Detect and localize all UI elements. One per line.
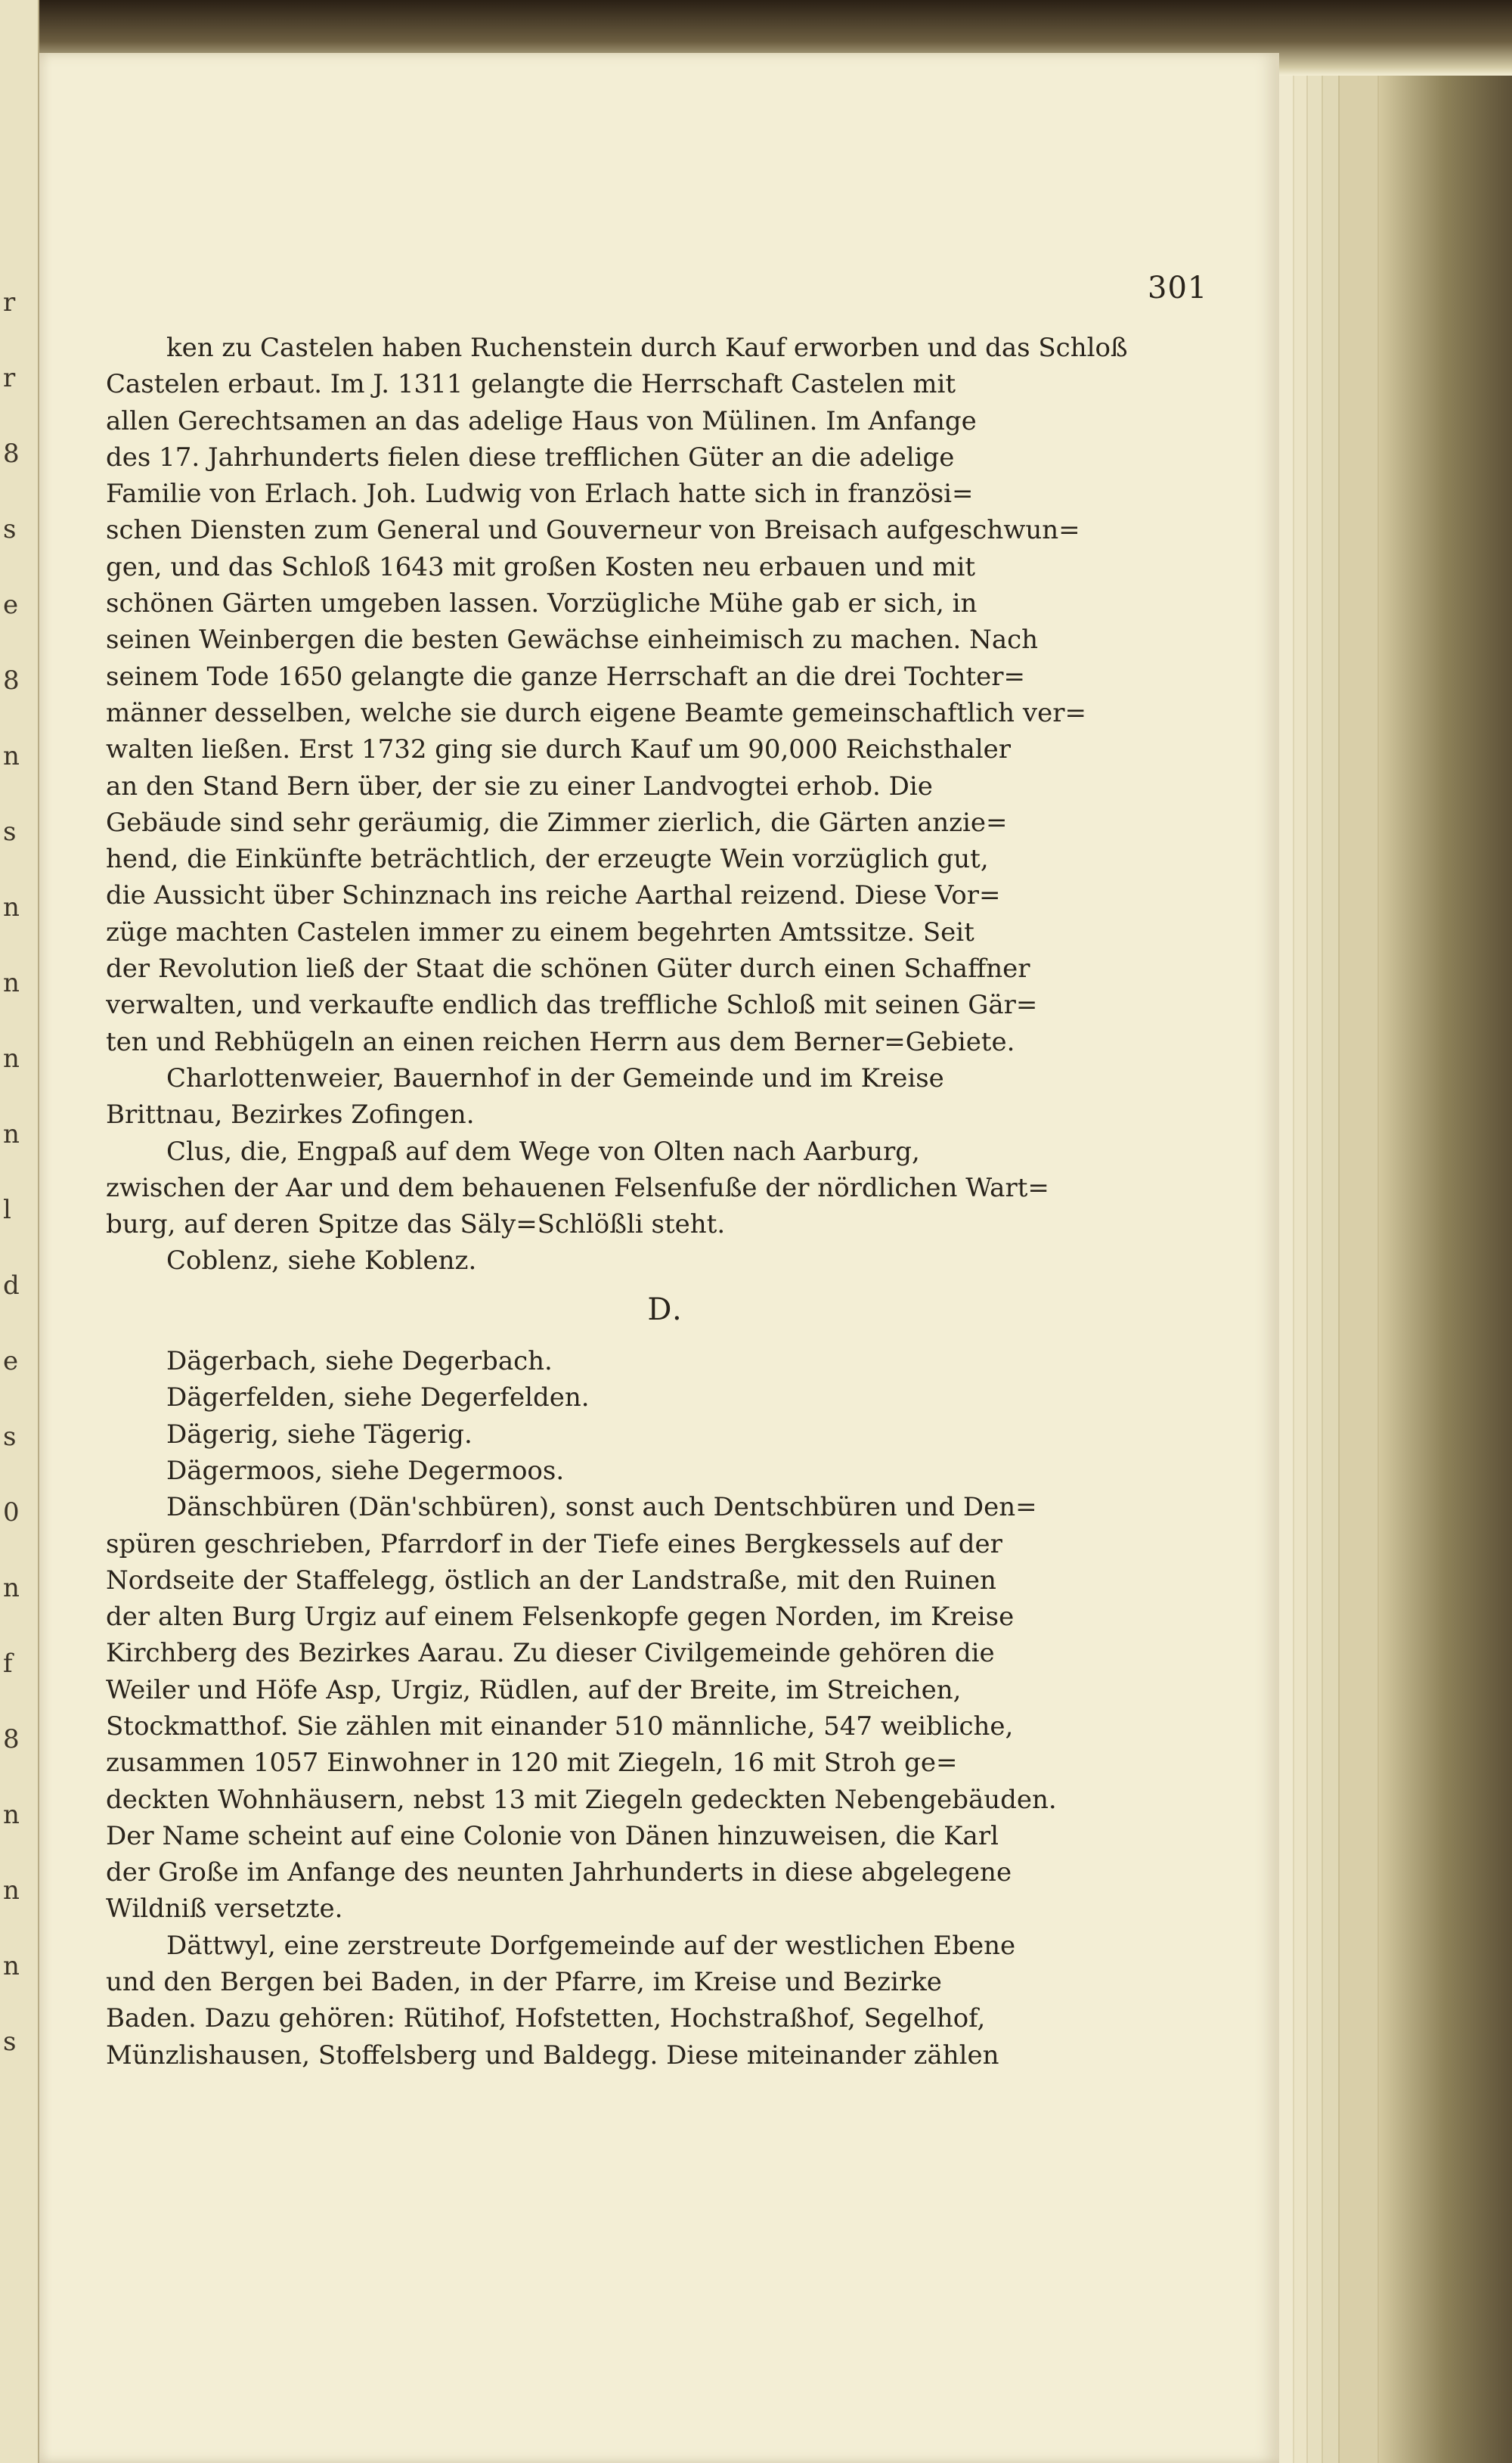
text-line: Brittnau, Bezirkes Zofingen. <box>106 1100 475 1131</box>
cross-reference <box>106 1416 1225 1453</box>
cross-reference <box>106 1379 1225 1416</box>
margin-fragment: n <box>3 1951 20 1981</box>
margin-fragment: r <box>3 363 16 393</box>
margin-fragment: d <box>3 1270 20 1301</box>
entry-daenschbueren <box>106 1489 1225 1928</box>
text-line: walten ließen. Erst 1732 ging sie durch Kauf um 90,000 Reichsthaler <box>106 734 1012 765</box>
text-line: Gebäude sind sehr geräumig, die Zimmer zierlich, die Gärten anzie= <box>106 807 1008 838</box>
book-page <box>39 53 1279 2463</box>
text-line: Nordseite der Staffelegg, östlich an der Landstraße, mit den Ruinen <box>106 1565 996 1596</box>
text-line: spüren geschrieben, Pfarrdorf in der Tiefe eines Bergkessels auf der <box>106 1528 1002 1559</box>
text-line: zusammen 1057 Einwohner in 120 mit Ziegeln, 16 mit Stroh ge= <box>106 1748 958 1779</box>
text-line: Clus, die, Engpaß auf dem Wege von Olten nach Aarburg, <box>166 1136 920 1167</box>
text-line: Coblenz, siehe Koblenz. <box>166 1245 477 1276</box>
text-line: Weiler und Höfe Asp, Urgiz, Rüdlen, auf der Breite, im Streichen, <box>106 1674 962 1705</box>
text-line: burg, auf deren Spitze das Säly=Schlößli steht. <box>106 1209 726 1240</box>
entry-castelen-continued <box>106 330 1225 1060</box>
text-line: Dägerbach, siehe Degerbach. <box>166 1346 553 1377</box>
margin-fragment: 8 <box>3 439 20 469</box>
margin-fragment: e <box>3 590 19 620</box>
margin-fragment: 8 <box>3 1724 20 1754</box>
cross-reference <box>106 1453 1225 1489</box>
margin-fragment: s <box>3 2027 17 2057</box>
margin-fragment: s <box>3 514 17 544</box>
text-line: deckten Wohnhäusern, nebst 13 mit Ziegeln gedeckten Nebengebäuden. <box>106 1784 1057 1815</box>
page-stack-edges <box>1279 76 1512 2463</box>
margin-fragment: l <box>3 1195 11 1225</box>
entry-charlottenweier <box>106 1060 1225 1134</box>
margin-fragment: n <box>3 741 20 771</box>
text-line: seinem Tode 1650 gelangte die ganze Herrschaft an die drei Tochter= <box>106 661 1025 692</box>
cross-references <box>106 1343 1225 1489</box>
text-line: Kirchberg des Bezirkes Aarau. Zu dieser Civilgemeinde gehören die <box>106 1638 995 1669</box>
text-line: Der Name scheint auf eine Colonie von Dänen hinzuweisen, die Karl <box>106 1820 999 1851</box>
text-line: hend, die Einkünfte beträchtlich, der erzeugte Wein vorzüglich gut, <box>106 844 989 875</box>
entry-clus <box>106 1134 1225 1243</box>
text-line: Castelen erbaut. Im J. 1311 gelangte die Herrschaft Castelen mit <box>106 369 956 400</box>
margin-fragment: f <box>3 1649 13 1679</box>
text-line: und den Bergen bei Baden, in der Pfarre, im Kreise und Bezirke <box>106 1967 942 1998</box>
text-line: des 17. Jahrhunderts fielen diese trefflichen Güter an die adelige <box>106 442 955 473</box>
text-line: die Aussicht über Schinznach ins reiche Aarthal reizend. Diese Vor= <box>106 880 1001 911</box>
margin-fragment: s <box>3 1422 17 1452</box>
text-line: gen, und das Schloß 1643 mit großen Kosten neu erbauen und mit <box>106 551 975 582</box>
text-line: ten und Rebhügeln an einen reichen Herrn aus dem Berner=Gebiete. <box>106 1026 1015 1057</box>
margin-fragment: n <box>3 1573 20 1603</box>
margin-fragment: r <box>3 287 16 318</box>
entry-coblenz <box>106 1242 1225 1279</box>
text-line: Dägerfelden, siehe Degerfelden. <box>166 1382 590 1413</box>
margin-fragment: n <box>3 1044 20 1074</box>
entry-daettwyl <box>106 1928 1225 2074</box>
margin-fragment: 0 <box>3 1497 20 1528</box>
text-line: zwischen der Aar und dem behauenen Felsenfuße der nördlichen Wart= <box>106 1172 1049 1203</box>
cross-reference <box>106 1343 1225 1379</box>
page-text <box>106 330 1225 2074</box>
text-line: schen Diensten zum General und Gouverneur von Breisach aufgeschwun= <box>106 515 1080 546</box>
text-line: Dägerig, siehe Tägerig. <box>166 1419 472 1450</box>
text-line: männer desselben, welche sie durch eigene Beamte gemeinschaftlich ver= <box>106 697 1086 728</box>
text-line: schönen Gärten umgeben lassen. Vorzügliche Mühe gab er sich, in <box>106 588 978 619</box>
text-line: der Große im Anfange des neunten Jahrhunderts in diese abgelegene <box>106 1857 1012 1888</box>
margin-fragment: n <box>3 1800 20 1830</box>
text-line: Baden. Dazu gehören: Rütihof, Hofstetten, Hochstraßhof, Segelhof, <box>106 2003 986 2034</box>
text-line: Münzlishausen, Stoffelsberg und Baldegg. Diese miteinander zählen <box>106 2040 999 2071</box>
margin-fragment: n <box>3 968 20 998</box>
text-line: Dägermoos, siehe Degermoos. <box>166 1455 565 1486</box>
margin-fragment: n <box>3 1875 20 1906</box>
page-number: 301 <box>1148 271 1208 306</box>
text-line: der Revolution ließ der Staat die schönen Güter durch einen Schaffner <box>106 954 1030 985</box>
text-line: seinen Weinbergen die besten Gewächse einheimisch zu machen. Nach <box>106 625 1039 656</box>
margin-fragment: n <box>3 892 20 923</box>
text-line: Stockmatthof. Sie zählen mit einander 510 männliche, 547 weibliche, <box>106 1711 1014 1742</box>
text-line: der alten Burg Urgiz auf einem Felsenkopfe gegen Norden, im Kreise <box>106 1602 1015 1633</box>
text-line: an den Stand Bern über, der sie zu einer Landvogtei erhob. Die <box>106 771 933 802</box>
text-line: Charlottenweier, Bauernhof in der Gemeinde und im Kreise <box>166 1062 944 1093</box>
text-line: ken zu Castelen haben Ruchenstein durch Kauf erworben und das Schloß <box>166 333 1128 363</box>
section-letter: D. <box>647 1292 683 1327</box>
text-line: züge machten Castelen immer zu einem begehrten Amtssitze. Seit <box>106 917 974 948</box>
previous-page-edge <box>0 0 39 2463</box>
text-line: Familie von Erlach. Joh. Ludwig von Erlach hatte sich in französi= <box>106 479 974 510</box>
margin-fragment: n <box>3 1119 20 1149</box>
text-line: Wildniß versetzte. <box>106 1894 343 1925</box>
margin-fragment: s <box>3 817 17 847</box>
text-line: verwalten, und verkaufte endlich das treffliche Schloß mit seinen Gär= <box>106 990 1038 1021</box>
text-line: allen Gerechtsamen an das adelige Haus von Mülinen. Im Anfange <box>106 405 977 436</box>
margin-fragment: e <box>3 1346 19 1376</box>
text-line: Dättwyl, eine zerstreute Dorfgemeinde auf der westlichen Ebene <box>166 1930 1016 1961</box>
margin-fragment: 8 <box>3 665 20 696</box>
text-line: Dänschbüren (Dän'schbüren), sonst auch Dentschbüren und Den= <box>166 1492 1037 1523</box>
